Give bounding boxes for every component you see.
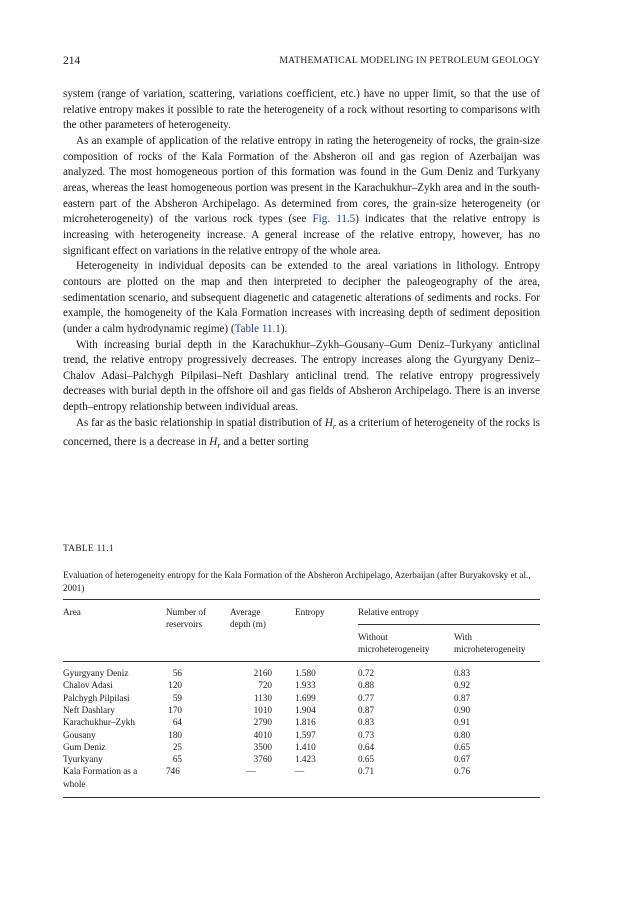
cell-with: 0.65 — [454, 741, 471, 752]
table-row — [63, 667, 540, 679]
header-with: With — [454, 632, 473, 642]
cell-depth: 1010 — [253, 704, 272, 715]
figure-reference-link[interactable]: Fig. 11.5 — [312, 213, 356, 226]
cell-without: 0.72 — [358, 668, 375, 678]
header-reservoirs: Number of — [166, 607, 207, 617]
cell-depth: — — [246, 766, 256, 777]
cell-depth: 2160 — [253, 668, 272, 678]
cell-with: 0.90 — [454, 704, 471, 715]
cell-depth: 2790 — [253, 717, 272, 728]
table-row-total — [63, 765, 540, 791]
cell-entropy: 1.816 — [295, 717, 316, 728]
cell-with: 0.76 — [454, 766, 471, 777]
table-row — [63, 704, 540, 716]
paragraph-1: system (range of variation, scattering, variations coefficient, etc.) have no upper limit, so that the use of relative entropy makes it possible to rate the heterogeneity of a rock without resorting to comparisons with the other parameters of heterogeneity. — [63, 88, 540, 132]
cell-n: 120 — [168, 680, 182, 691]
cell-depth: 4010 — [253, 729, 272, 740]
cell-entropy: 1.410 — [295, 741, 316, 752]
cell-n: 746 — [166, 766, 180, 777]
cell-area: Gousany — [63, 729, 96, 740]
cell-depth: 3760 — [253, 754, 272, 765]
cell-entropy: 1.580 — [295, 668, 316, 678]
cell-without: 0.77 — [358, 692, 375, 703]
cell-area: Karachukhur–Zykh — [63, 717, 135, 728]
header-depth: Average — [230, 607, 261, 617]
cell-area: Neft Dashlary — [63, 704, 115, 715]
cell-entropy: 1.904 — [295, 704, 316, 715]
table-bottom-rule — [63, 797, 540, 798]
paragraph-5: As far as the basic relationship in spatial distribution of $H_r$ as a criterium of heterogeneity of the rocks is concerned, there is a decrease in $H_r$ and a better sorting — [63, 416, 541, 450]
table-row — [63, 729, 540, 741]
header-area: Area — [63, 607, 81, 617]
table-row — [63, 679, 540, 691]
cell-without: 0.65 — [358, 754, 375, 765]
cell-area-2: whole — [63, 778, 86, 789]
cell-area-1: Kala Formation as a — [63, 766, 138, 777]
page-number: 214 — [63, 55, 81, 67]
body-text — [63, 87, 540, 454]
header-depth-2: depth (m) — [230, 619, 266, 629]
cell-entropy: 1.597 — [295, 729, 316, 740]
cell-without: 0.83 — [358, 717, 375, 728]
table-label: TABLE 11.1 — [63, 544, 114, 554]
table-header-rule — [63, 661, 540, 662]
paragraph-2: As an example of application of the relative entropy in rating the heterogeneity of rocks, the grain-size composition of rocks of the Kala Formation of the Absheron oil and gas region of Azerbaijan was analyzed. The most homogeneous portion of this formation was found in the Gum Deniz and Turkyany areas, whereas the least homogeneous portion was present in the Karachukhur–Zykh area and in the south-eastern part of the Absheron Archipelago. As determined from cores, the grain-size heterogeneity (or microheterogeneity) of the various rock types (see Fig. 11.5) indicates that the relative entropy is increasing with heterogeneity increase. A general increase of the relative entropy, however, has no significant effect on variations in the relative entropy of the whole area. — [63, 134, 540, 257]
cell-with: 0.92 — [454, 680, 471, 691]
paragraph-4: With increasing burial depth in the Karachukhur–Zykh–Gousany–Gum Deniz–Turkyany anticlinal trend, the relative entropy progressively decreases. The entropy increases along the Gyurgyany Deniz–Chalov Adasi–Palchygh Pilpilasi–Neft Dashlary anticlinal trend. The relative entropy progressively decreases with burial depth in the offshore oil and gas fields of Absheron Archipelago. There is an inverse depth–entropy relationship between individual areas. — [63, 338, 540, 414]
cell-area: Palchygh Pilpilasi — [63, 692, 130, 703]
header-reservoirs-2: reservoirs — [166, 619, 203, 629]
cell-n: 170 — [168, 704, 182, 715]
hr-symbol: $H_r$ — [209, 435, 221, 450]
header-relative-entropy: Relative entropy — [358, 607, 419, 617]
page-header — [63, 55, 540, 71]
header-with-2: microheterogeneity — [454, 644, 526, 654]
cell-without: 0.64 — [358, 741, 375, 752]
cell-entropy: 1.699 — [295, 692, 316, 703]
hr-symbol: $H_r$ — [324, 416, 336, 431]
cell-n: 64 — [172, 717, 182, 728]
table-row — [63, 692, 540, 704]
cell-depth: 1130 — [253, 692, 272, 703]
table-reference-link[interactable]: Table 11.1 — [234, 322, 281, 335]
cell-depth: 3500 — [253, 741, 272, 752]
cell-n: 25 — [172, 741, 182, 752]
cell-with: 0.91 — [454, 717, 471, 728]
cell-without: 0.71 — [358, 766, 375, 777]
cell-entropy: — — [295, 766, 305, 777]
table-row — [63, 753, 540, 765]
cell-n: 56 — [172, 668, 182, 678]
cell-without: 0.73 — [358, 729, 375, 740]
cell-area: Gum Deniz — [63, 741, 106, 752]
paragraph-3: Heterogeneity in individual deposits can be extended to the areal variations in lithology. Entropy contours are plotted on the map and then interpreted to decipher the paleogeography of the area, sedimentation scenario, and subsequent diagenetic and catagenetic alterations of sediments and rocks. For example, the homogeneity of the Kala Formation increases with increasing depth of sediment deposition (under a calm hydrodynamic regime) (Table 11.1). — [63, 260, 540, 335]
cell-n: 65 — [172, 754, 182, 765]
cell-n: 59 — [172, 692, 182, 703]
relative-entropy-rule — [358, 624, 540, 625]
cell-area: Chalov Adasi — [63, 680, 113, 691]
cell-without: 0.88 — [358, 680, 375, 691]
header-without-2: microheterogeneity — [358, 644, 430, 654]
cell-n: 180 — [168, 729, 182, 740]
cell-with: 0.67 — [454, 754, 471, 765]
running-title: MATHEMATICAL MODELING IN PETROLEUM GEOLOGY — [279, 55, 540, 66]
cell-depth: 720 — [258, 680, 272, 691]
cell-with: 0.87 — [454, 692, 471, 703]
cell-without: 0.87 — [358, 704, 375, 715]
table-top-rule — [63, 599, 540, 600]
cell-area: Tyurkyany — [63, 754, 103, 765]
table-row — [63, 716, 540, 728]
cell-area: Gyurgyany Deniz — [63, 668, 129, 678]
header-entropy: Entropy — [295, 607, 325, 617]
header-without: Without — [358, 632, 388, 642]
table-caption: Evaluation of heterogeneity entropy for the Kala Formation of the Absheron Archipelago, Azerbaijan (after Buryakovsky et al., 2001) — [63, 570, 531, 593]
table-row — [63, 741, 540, 753]
cell-with: 0.80 — [454, 729, 471, 740]
cell-entropy: 1.933 — [295, 680, 316, 691]
cell-entropy: 1.423 — [295, 754, 316, 765]
cell-with: 0.83 — [454, 668, 471, 678]
